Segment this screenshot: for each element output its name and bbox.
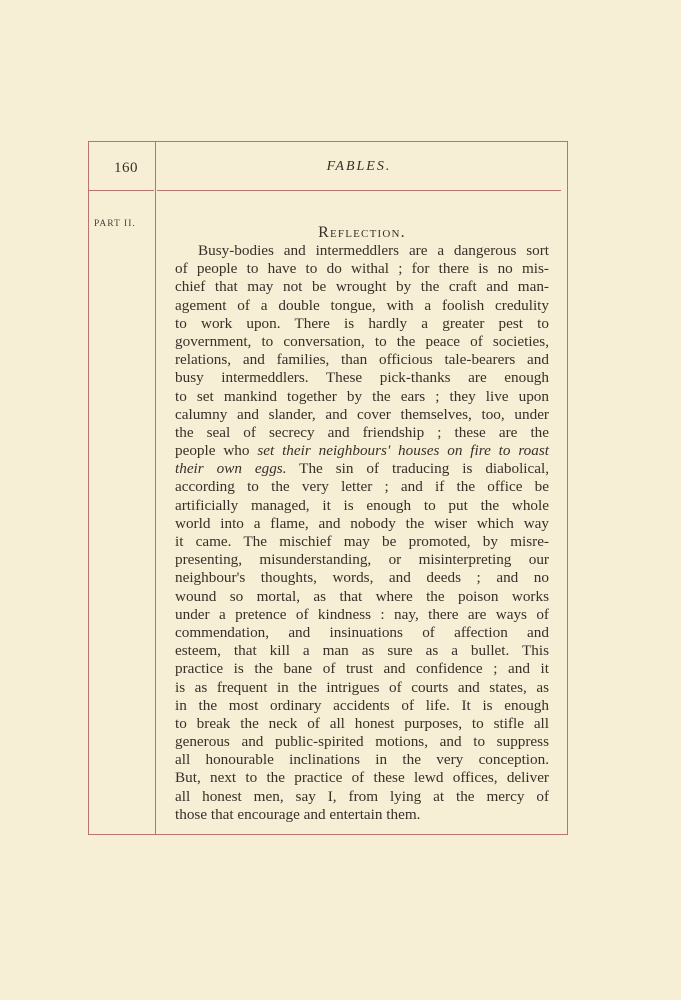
header-rule-left [88, 190, 154, 191]
text-line: all honest men, say I, from lying at the mercy of [175, 787, 549, 805]
text-line: artificially managed, it is enough to put the whole [175, 496, 549, 514]
page-number: 160 [114, 160, 138, 176]
text-line: Busy-bodies and intermeddlers are a dangerous sort [198, 242, 549, 259]
body-text [175, 242, 549, 824]
text-line-with-italic [175, 460, 549, 478]
text-fragment: people who [175, 442, 258, 460]
text-line: world into a flame, and nobody the wiser which way [175, 514, 549, 532]
text-line: to work upon. There is hardly a greater pest to [175, 314, 549, 332]
text-line: wound so mortal, as that where the poison works [175, 587, 549, 605]
text-line: to break the neck of all honest purposes, to stifle all [175, 714, 549, 732]
text-line: all honourable inclinations in the very conception. [175, 751, 549, 769]
text-line: government, to conversation, to the peace of societies, [175, 332, 549, 350]
text-line: under a pretence of kindness : nay, there are ways of [175, 605, 549, 623]
header-rule-right [157, 190, 561, 191]
text-line: practice is the bane of trust and confidence ; and it [175, 660, 549, 678]
section-heading: Reflection. [318, 224, 406, 241]
text-line: in the most ordinary accidents of life. It is enough [175, 696, 549, 714]
text-fragment: The sin of traducing is diabolical, [286, 460, 550, 478]
italic-fragment: their own eggs. [175, 460, 287, 478]
text-line: esteem, that kill a man as sure as a bullet. This [175, 642, 549, 660]
text-line: calumny and slander, and cover themselves, too, under [175, 405, 549, 423]
text-line: presenting, misunderstanding, or misinterpreting our [175, 551, 549, 569]
text-line: relations, and families, than officious tale-bearers and [175, 351, 549, 369]
margin-column-rule [155, 141, 156, 835]
text-line: those that encourage and entertain them. [175, 805, 421, 823]
text-line: to set mankind together by the ears ; they live upon [175, 387, 549, 405]
text-line: generous and public-spirited motions, and to suppress [175, 733, 549, 751]
text-line: according to the very letter ; and if the office be [175, 478, 549, 496]
text-line: it came. The mischief may be promoted, by misre- [175, 533, 549, 550]
text-line: is as frequent in the intrigues of courts and states, as [175, 678, 549, 696]
text-line: chief that may not be wrought by the craft and man- [175, 278, 549, 296]
text-line: the seal of secrecy and friendship ; these are the [175, 423, 549, 441]
text-line: neighbour's thoughts, words, and deeds ; and no [175, 569, 549, 587]
running-head: FABLES. [326, 159, 392, 174]
text-line-with-italic [175, 442, 549, 460]
text-line: But, next to the practice of these lewd offices, deliver [175, 769, 549, 787]
part-label: PART II. [94, 219, 136, 229]
text-line: commendation, and insinuations of affection and [175, 623, 549, 641]
text-line: busy intermeddlers. These pick-thanks are enough [175, 369, 549, 387]
italic-fragment: set their neighbours' houses on fire to roast [257, 442, 549, 460]
text-line: agement of a double tongue, with a foolish credulity [175, 296, 549, 314]
text-line: of people to have to do withal ; for there is no mis- [175, 260, 549, 278]
